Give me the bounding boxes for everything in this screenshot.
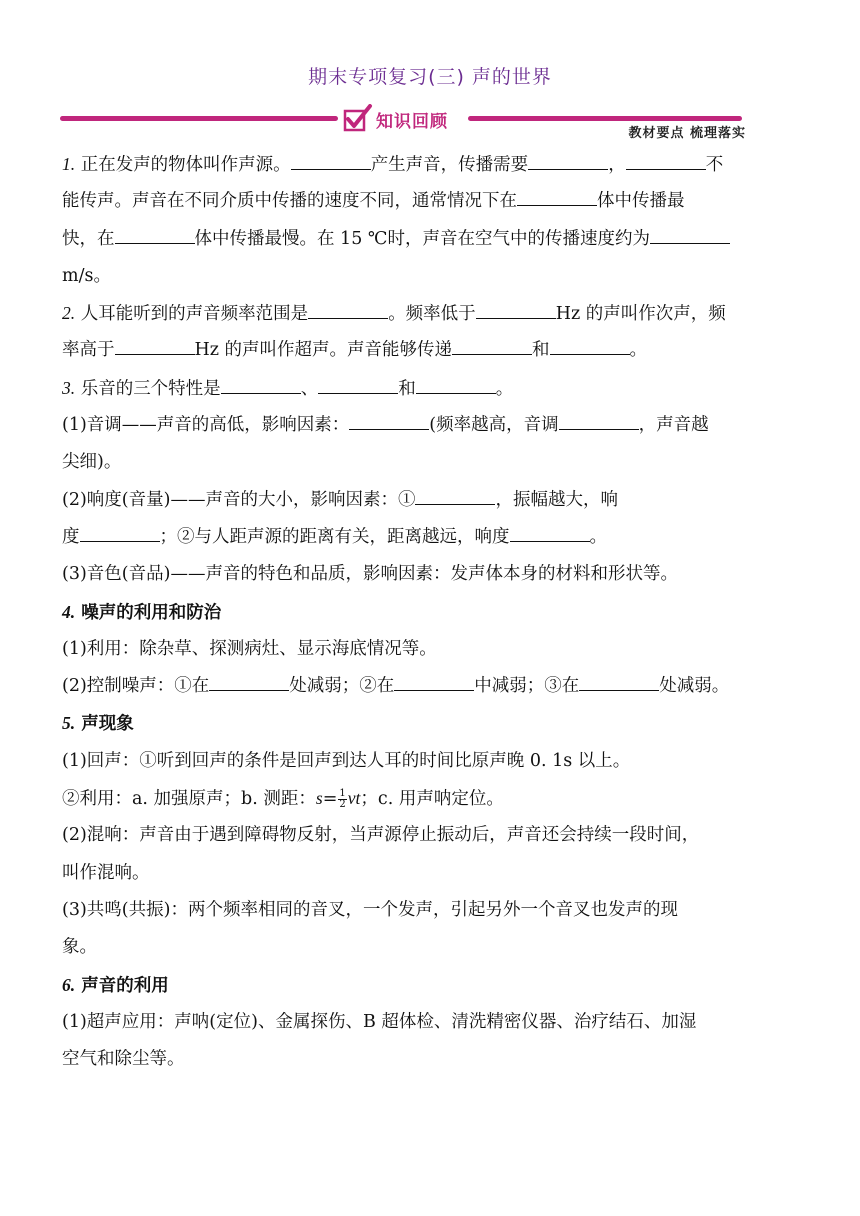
text: 正在发声的物体叫作声源。 xyxy=(75,155,291,175)
text: 人耳能听到的声音频率范围是 xyxy=(75,304,309,325)
text: 处减弱。 xyxy=(659,676,730,697)
banner-bar-right xyxy=(468,116,742,121)
text: ，声音越 xyxy=(638,415,709,436)
text-line xyxy=(62,370,802,407)
text-line xyxy=(62,668,802,705)
answer-blank[interactable] xyxy=(394,673,474,691)
review-content xyxy=(62,146,802,1078)
text-line xyxy=(62,892,802,929)
item-number: 4. xyxy=(62,601,76,622)
text: 中减弱；③在 xyxy=(474,676,580,697)
answer-blank[interactable] xyxy=(550,337,630,355)
text: 体中传播最慢。在 15 ℃时，声音在空气中的传播速度约为 xyxy=(194,228,650,249)
text-line xyxy=(62,332,802,369)
text-line xyxy=(62,855,802,892)
text: 度 xyxy=(62,526,80,547)
text: 尖细)。 xyxy=(62,452,122,473)
text: ②利用：a. 加强原声；b. 测距： xyxy=(62,789,316,810)
text: ， xyxy=(608,155,626,175)
formula-fraction xyxy=(338,789,346,810)
text: 、 xyxy=(300,378,319,399)
text: 体中传播最 xyxy=(597,191,685,212)
answer-blank[interactable] xyxy=(528,152,608,170)
text: (3)音色(音品)——声音的特色和品质，影响因素：发声体本身的材料和形状等。 xyxy=(62,564,678,585)
text-line xyxy=(62,631,802,668)
page-title: 期末专项复习(三) 声的世界 xyxy=(308,66,552,88)
text: 不 xyxy=(705,155,724,175)
heading-text: 声音的利用 xyxy=(75,975,169,996)
answer-blank[interactable] xyxy=(416,376,496,394)
section-heading xyxy=(62,967,802,1004)
item-number: 6. xyxy=(62,974,76,995)
text: 快，在 xyxy=(62,228,115,249)
item-number: 3. xyxy=(62,377,76,398)
item-number: 1. xyxy=(62,154,76,174)
text-line xyxy=(62,444,802,481)
text-line xyxy=(62,929,802,966)
text: (1)音调——声音的高低，影响因素： xyxy=(62,415,350,436)
text-line xyxy=(62,407,802,444)
text: 处减弱；②在 xyxy=(289,676,395,697)
section-heading xyxy=(62,594,802,631)
answer-blank[interactable] xyxy=(209,673,289,691)
text: (1)回声：①听到回声的条件是回声到达人耳的时间比原声晚 0. 1s 以上。 xyxy=(62,750,631,771)
section-heading xyxy=(62,705,802,742)
answer-blank[interactable] xyxy=(510,524,590,542)
answer-blank[interactable] xyxy=(415,487,495,505)
text-line xyxy=(62,146,802,183)
text: 率高于 xyxy=(62,340,115,361)
text: ，振幅越大，响 xyxy=(495,489,618,510)
section-banner xyxy=(60,104,750,141)
answer-blank[interactable] xyxy=(308,301,388,319)
answer-blank[interactable] xyxy=(476,301,556,319)
text-line xyxy=(62,258,802,295)
text: m/s。 xyxy=(62,265,111,286)
section-badge-label: 知识回顾 xyxy=(376,112,448,132)
banner-bar-left xyxy=(60,116,338,121)
text-line xyxy=(62,817,802,854)
text: 和 xyxy=(532,340,550,361)
text: 。 xyxy=(589,526,607,547)
text: 。 xyxy=(495,378,514,399)
text: 空气和除尘等。 xyxy=(62,1049,185,1070)
text: 叫作混响。 xyxy=(62,862,150,883)
text-line xyxy=(62,780,802,817)
answer-blank[interactable] xyxy=(221,376,301,394)
text: 。频率低于 xyxy=(388,304,476,325)
text: (1)利用：除杂草、探测病灶、显示海底情况等。 xyxy=(62,638,437,659)
text: (3)共鸣(共振)：两个频率相同的音叉，一个发声，引起另外一个音叉也发声的现 xyxy=(62,899,678,920)
answer-blank[interactable] xyxy=(80,524,160,542)
answer-blank[interactable] xyxy=(291,152,371,170)
text: (频率越高，音调 xyxy=(429,415,559,436)
text-line xyxy=(62,743,802,780)
answer-blank[interactable] xyxy=(115,337,195,355)
heading-text: 噪声的利用和防治 xyxy=(75,602,222,623)
section-badge xyxy=(342,104,466,134)
answer-blank[interactable] xyxy=(517,188,597,206)
text: ；②与人距声源的距离有关，距离越远，响度 xyxy=(159,526,510,547)
text: (2)响度(音量)——声音的大小，影响因素：① xyxy=(62,489,416,510)
section-subtitle: 教材要点 梳理落实 xyxy=(628,126,746,141)
answer-blank[interactable] xyxy=(349,412,429,430)
text: 乐音的三个特性是 xyxy=(75,378,221,399)
text-line xyxy=(62,556,802,593)
text: (1)超声应用：声呐(定位)、金属探伤、B 超体检、清洗精密仪器、治疗结石、加湿 xyxy=(62,1011,697,1032)
answer-blank[interactable] xyxy=(115,226,195,244)
answer-blank[interactable] xyxy=(559,412,639,430)
text-line xyxy=(62,183,802,220)
fraction-numerator: 1 xyxy=(339,788,346,800)
text: ；c. 用声呐定位。 xyxy=(360,789,504,810)
text-line xyxy=(62,295,802,332)
text-line xyxy=(62,221,802,258)
answer-blank[interactable] xyxy=(452,337,532,355)
item-number: 5. xyxy=(62,713,76,734)
formula-equals: = xyxy=(322,789,338,810)
fraction-denominator: 2 xyxy=(339,799,346,811)
answer-blank[interactable] xyxy=(626,152,706,170)
text: 产生声音，传播需要 xyxy=(370,155,529,175)
text: 。 xyxy=(629,340,648,361)
text: 能传声。声音在不同介质中传播的速度不同，通常情况下在 xyxy=(62,191,517,212)
text: 象。 xyxy=(62,937,97,958)
text-line xyxy=(62,1041,802,1078)
text-line xyxy=(62,1004,802,1041)
answer-blank[interactable] xyxy=(579,673,659,691)
answer-blank[interactable] xyxy=(318,376,398,394)
formula-variable: vt xyxy=(347,788,361,809)
text-line xyxy=(62,519,802,556)
item-number: 2. xyxy=(62,303,76,324)
text: 和 xyxy=(398,378,416,399)
answer-blank[interactable] xyxy=(650,226,730,244)
text: Hz 的声叫作超声。声音能够传递 xyxy=(194,340,453,361)
formula-variable: s xyxy=(315,788,323,809)
text-line xyxy=(62,482,802,519)
text: Hz 的声叫作次声，频 xyxy=(555,304,726,325)
heading-text: 声现象 xyxy=(75,714,134,735)
text: (2)混响：声音由于遇到障碍物反射，当声源停止振动后，声音还会持续一段时间， xyxy=(62,825,700,846)
checkbox-check-icon xyxy=(342,104,374,134)
text: (2)控制噪声：①在 xyxy=(62,676,210,697)
